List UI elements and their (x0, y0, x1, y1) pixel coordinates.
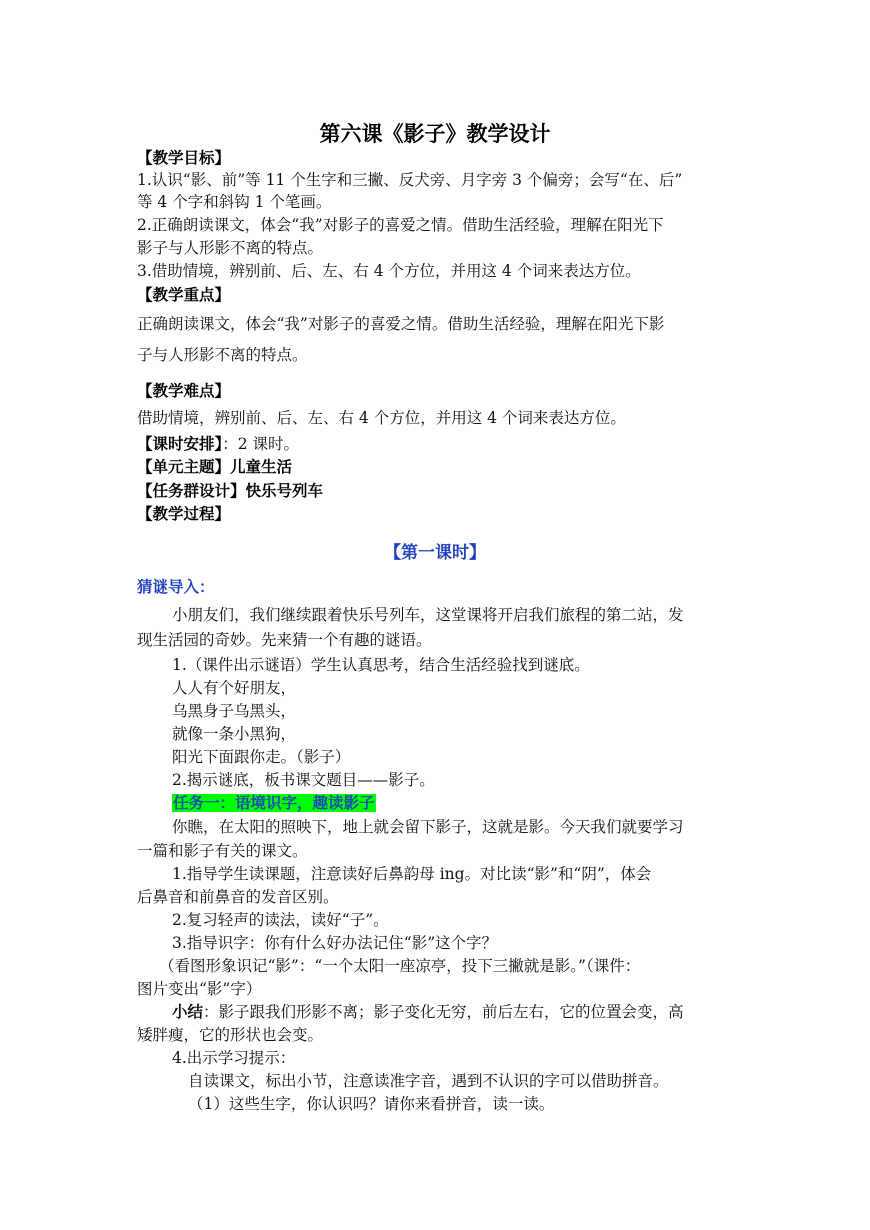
riddle-instruction: 1.（课件出示谜语）学生认真思考，结合生活经验找到谜底。 (172, 656, 590, 674)
intro-para-line-b: 现生活园的奇妙。先来猜一个有趣的谜语。 (137, 631, 432, 649)
step1-line-a: 1.指导学生读课题，注意读好后鼻韵母 ing。对比读“影”和“阴”，体会 (172, 865, 652, 883)
reveal-answer: 2.揭示谜底，板书课文题目——影子。 (172, 771, 435, 789)
goal-1-line-a: 1.认识“影、前”等 11 个生字和三撇、反犬旁、月字旁 3 个偏旁；会写“在、后” (137, 171, 683, 189)
riddle-line-2: 乌黑身子乌黑头， (172, 702, 297, 720)
taskgroup-row (137, 481, 757, 501)
study-tip-sub-1: （1）这些生字，你认识吗？请你来看拼音，读一读。 (188, 1095, 555, 1113)
goal-3: 3.借助情境，辨别前、后、左、右 4 个方位，并用这 4 个词来表达方位。 (137, 262, 641, 280)
summary-label: 小结 (172, 1003, 204, 1021)
theme-value: 儿童生活 (230, 458, 293, 476)
focus-line-a: 正确朗读课文，体会“我”对影子的喜爱之情。借助生活经验，理解在阳光下影 (137, 315, 665, 333)
goal-1-line-b: 等 4 个字和斜钩 1 个笔画。 (137, 193, 332, 211)
goal-2-line-b: 影子与人形影不离的特点。 (137, 239, 324, 257)
theme-row (137, 457, 757, 477)
difficulty-line: 借助情境，辨别前、后、左、右 4 个方位，并用这 4 个词来表达方位。 (137, 409, 626, 427)
task1-para-line-b: 一篇和影子有关的课文。 (137, 842, 308, 860)
step2: 2.复习轻声的读法，读好“子”。 (172, 911, 389, 929)
theme-label: 【单元主题】 (137, 458, 231, 476)
summary-line-b: 矮胖瘦，它的形状也会变。 (137, 1026, 324, 1044)
lesson1-heading: 【第一课时】 (384, 543, 486, 563)
summary-line-a (172, 1002, 792, 1022)
task1-row (172, 793, 792, 813)
process-heading: 【教学过程】 (137, 505, 231, 523)
schedule-row (137, 434, 757, 454)
step1-line-b: 后鼻音和前鼻音的发音区别。 (137, 888, 339, 906)
schedule-label: 【课时安排】 (137, 435, 223, 453)
schedule-value: ：2 课时。 (222, 435, 300, 453)
task1-para-line-a: 你瞧，在太阳的照映下，地上就会留下影子，这就是影。今天我们就要学习 (172, 818, 684, 836)
focus-heading: 【教学重点】 (137, 286, 231, 304)
step3-note-line-b: 图片变出“影”字） (137, 980, 262, 998)
step3-note-line-a: （看图形象识记“影”：“一个太阳一座凉亭，投下三撇就是影。”（课件： (159, 957, 641, 975)
focus-line-b: 子与人形影不离的特点。 (137, 346, 308, 364)
taskgroup-label: 【任务群设计】 (137, 482, 246, 500)
riddle-line-3: 就像一条小黑狗， (172, 725, 297, 743)
step3: 3.指导识字：你有什么好办法记住“影”这个字？ (172, 934, 498, 952)
difficulty-heading: 【教学难点】 (137, 382, 231, 400)
summary-text-a: ：影子跟我们形影不离；影子变化无穷，前后左右，它的位置会变，高 (203, 1003, 684, 1021)
document-title: 第六课《影子》教学设计 (319, 122, 551, 146)
intro-para-line-a: 小朋友们，我们继续跟着快乐号列车，这堂课将开启我们旅程的第二站，发 (172, 606, 684, 624)
intro-heading: 猜谜导入： (137, 578, 215, 596)
study-tip: 自读课文，标出小节，注意读准字音，遇到不认识的字可以借助拼音。 (188, 1072, 669, 1090)
riddle-line-4: 阳光下面跟你走。（影子） (172, 748, 351, 766)
step4: 4.出示学习提示： (172, 1049, 296, 1067)
riddle-line-1: 人人有个好朋友， (172, 679, 297, 697)
goal-2-line-a: 2.正确朗读课文，体会“我”对影子的喜爱之情。借助生活经验，理解在阳光下 (137, 216, 664, 234)
task1-heading: 任务一：语境识字，趣读影子 (173, 794, 375, 812)
taskgroup-value: 快乐号列车 (245, 482, 324, 500)
goals-heading: 【教学目标】 (137, 149, 231, 167)
